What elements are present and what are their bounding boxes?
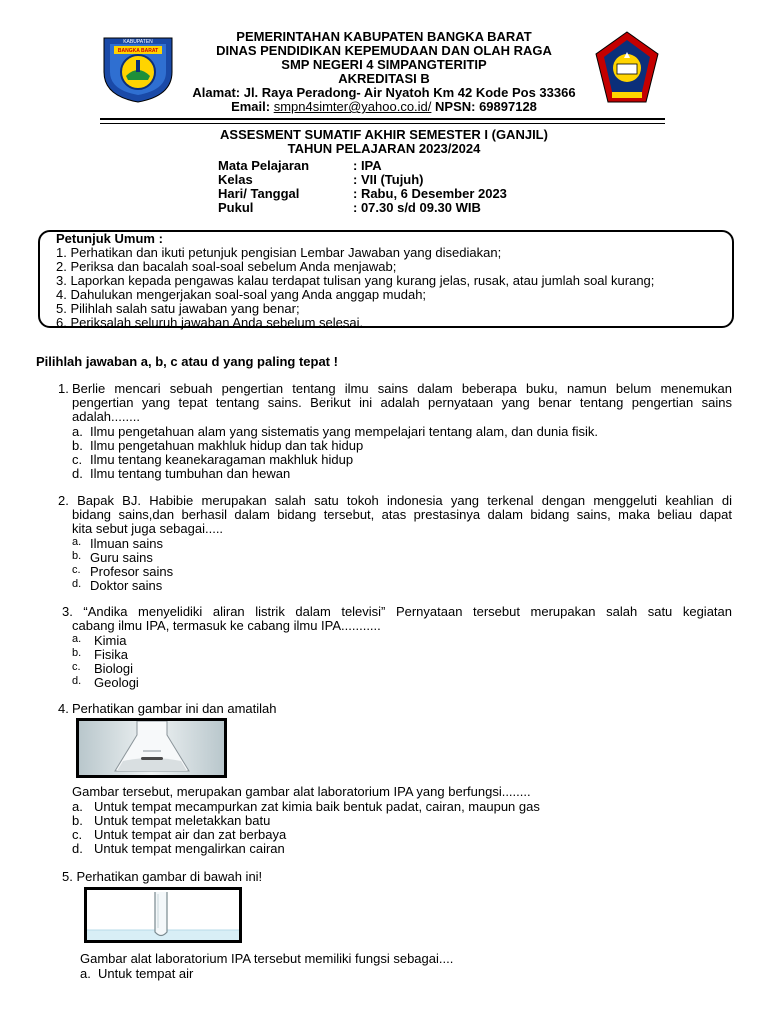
q5-option-a[interactable]	[80, 966, 380, 980]
option-text: Biologi	[94, 661, 134, 676]
question-number: 4.	[58, 701, 69, 716]
option-letter: b.	[72, 647, 82, 659]
header-school-name: SMP NEGERI 4 SIMPANGTERITIP	[281, 57, 487, 72]
header-accreditation: AKREDITASI B	[338, 71, 430, 86]
exam-title: ASSESMENT SUMATIF AKHIR SEMESTER I (GANJIL)	[220, 127, 548, 142]
option-text: Ilmuan sains	[90, 536, 163, 551]
question-2-text: 2. Bapak BJ. Habibie merupakan salah satu tokoh indonesia yang terkenal dengan menggeluti keahlian di	[58, 493, 732, 508]
q1-option-a[interactable]	[72, 424, 722, 438]
question-5-stem: 5. Perhatikan gambar di bawah ini!	[62, 869, 263, 884]
info-value: : IPA	[353, 158, 382, 173]
npsn-text: NPSN: 69897128	[431, 99, 537, 114]
header-government: PEMERINTAHAN KABUPATEN BANGKA BARAT	[236, 29, 532, 44]
option-letter: a.	[72, 424, 83, 439]
instruction-item: 4. Dahulukan mengerjakan soal-soal yang Anda anggap mudah;	[56, 287, 427, 302]
q3-option-b[interactable]	[72, 647, 372, 661]
instruction-item: 2. Periksa dan bacalah soal-soal sebelum Anda menjawab;	[56, 259, 397, 274]
question-2-text: bidang sains,dan berhasil dalam bidang tersebut, atas prestasinya dalam bidang sains, maka beliau dapat	[72, 507, 732, 522]
option-text: Ilmu tentang tumbuhan dan hewan	[90, 466, 291, 481]
email-label: Email:	[231, 99, 274, 114]
option-text: Untuk tempat air	[98, 966, 194, 981]
left-logo-top-text: KABUPATEN	[123, 39, 153, 45]
option-text: Untuk tempat meletakkan batu	[94, 813, 271, 828]
erlenmeyer-flask-image	[76, 718, 227, 778]
option-letter: d.	[72, 841, 83, 856]
q4-option-c[interactable]	[72, 827, 632, 841]
question-4-caption: Gambar tersebut, merupakan gambar alat laboratorium IPA yang berfungsi........	[72, 784, 531, 799]
option-letter: c.	[72, 661, 81, 673]
q4-option-a[interactable]	[72, 799, 632, 813]
q2-option-a[interactable]	[72, 536, 372, 550]
info-value: : Rabu, 6 Desember 2023	[353, 186, 507, 201]
q2-option-c[interactable]	[72, 564, 372, 578]
instructions-box	[38, 230, 734, 328]
exam-year: TAHUN PELAJARAN 2023/2024	[287, 141, 481, 156]
option-text: Ilmu pengetahuan alam yang sistematis yang mempelajari tentang alam, dan dunia fisik.	[90, 424, 599, 439]
q1-option-b[interactable]	[72, 438, 722, 452]
header-divider	[100, 118, 665, 124]
q2-option-b[interactable]	[72, 550, 372, 564]
info-label: Kelas	[218, 172, 253, 187]
option-text: Untuk tempat mengalirkan cairan	[94, 841, 285, 856]
option-text: Ilmu pengetahuan makhluk hidup dan tak hidup	[90, 438, 364, 453]
info-label: Pukul	[218, 200, 254, 215]
option-text: Geologi	[94, 675, 139, 690]
q1-option-d[interactable]	[72, 466, 722, 480]
q2-option-d[interactable]	[72, 578, 372, 592]
option-letter: b.	[72, 550, 82, 562]
info-value: : VII (Tujuh)	[353, 172, 424, 187]
option-text: Kimia	[94, 633, 127, 648]
left-logo-banner-text: BANGKA BARAT	[117, 48, 159, 54]
instructions-title: Petunjuk Umum :	[56, 231, 163, 246]
header-address: Alamat: Jl. Raya Peradong- Air Nyatoh Km 42 Kode Pos 33366	[192, 85, 576, 100]
q3-option-a[interactable]	[72, 633, 372, 647]
option-text: Fisika	[94, 647, 128, 662]
option-letter: a.	[80, 966, 91, 981]
q1-option-c[interactable]	[72, 452, 722, 466]
question-5-caption: Gambar alat laboratorium IPA tersebut memiliki fungsi sebagai....	[80, 951, 454, 966]
option-letter: d.	[72, 578, 82, 590]
option-letter: a.	[72, 536, 82, 548]
instruction-item: 6. Periksalah seluruh jawaban Anda sebelum selesai.	[56, 315, 364, 330]
option-letter: c.	[72, 452, 83, 467]
test-tube-image	[84, 887, 242, 943]
question-3-text: 3. “Andika menyelidiki aliran listrik dalam televisi” Pernyataan tersebut merupakan salah satu kegiatan	[62, 604, 732, 619]
option-letter: d.	[72, 466, 83, 481]
q4-option-b[interactable]	[72, 813, 632, 827]
question-1-text: adalah........	[72, 409, 140, 424]
question-1-text: Berlie mencari sebuah pengertian tentang ilmu sains dalam beberapa buku, namun belum menemukan	[72, 381, 732, 396]
option-text: Untuk tempat air dan zat berbaya	[94, 827, 287, 842]
question-number: 1.	[58, 381, 69, 396]
q3-option-c[interactable]	[72, 661, 372, 675]
instruction-item: 5. Pilihlah salah satu jawaban yang benar;	[56, 301, 300, 316]
option-text: Untuk tempat mecampurkan zat kimia baik bentuk padat, cairan, maupun gas	[94, 799, 540, 814]
q3-option-d[interactable]	[72, 675, 372, 689]
option-letter: a.	[72, 799, 83, 814]
info-label: Mata Pelajaran	[218, 158, 310, 173]
question-2-text: kita sebut juga sebagai.....	[72, 521, 224, 536]
option-letter: a.	[72, 633, 82, 645]
option-text: Guru sains	[90, 550, 153, 565]
question-4-stem: Perhatikan gambar ini dan amatilah	[72, 701, 277, 716]
header-contact	[0, 100, 768, 114]
q4-option-d[interactable]	[72, 841, 632, 855]
option-text: Profesor sains	[90, 564, 174, 579]
email-link[interactable]: smpn4simter@yahoo.co.id/	[273, 99, 432, 114]
answer-directive: Pilihlah jawaban a, b, c atau d yang paling tepat !	[36, 354, 338, 369]
option-letter: b.	[72, 813, 83, 828]
option-letter: b.	[72, 438, 83, 453]
instruction-item: 3. Laporkan kepada pengawas kalau terdapat tulisan yang kurang jelas, rusak, atau jumlah soal kurang;	[56, 273, 655, 288]
question-1-text: pengertian yang tepat tentang sains. Berikut ini adalah pernyataan yang benar tentang pengertian sains	[72, 395, 732, 410]
info-value: : 07.30 s/d 09.30 WIB	[353, 200, 481, 215]
question-3-text: cabang ilmu IPA, termasuk ke cabang ilmu IPA...........	[72, 618, 381, 633]
option-letter: c.	[72, 827, 83, 842]
info-label: Hari/ Tanggal	[218, 186, 300, 201]
instruction-item: 1. Perhatikan dan ikuti petunjuk pengisian Lembar Jawaban yang disediakan;	[56, 245, 502, 260]
option-letter: d.	[72, 675, 82, 687]
option-text: Doktor sains	[90, 578, 163, 593]
option-letter: c.	[72, 564, 81, 576]
header-department: DINAS PENDIDIKAN KEPEMUDAAN DAN OLAH RAGA	[216, 43, 552, 58]
option-text: Ilmu tentang keanekaragaman makhluk hidup	[90, 452, 354, 467]
